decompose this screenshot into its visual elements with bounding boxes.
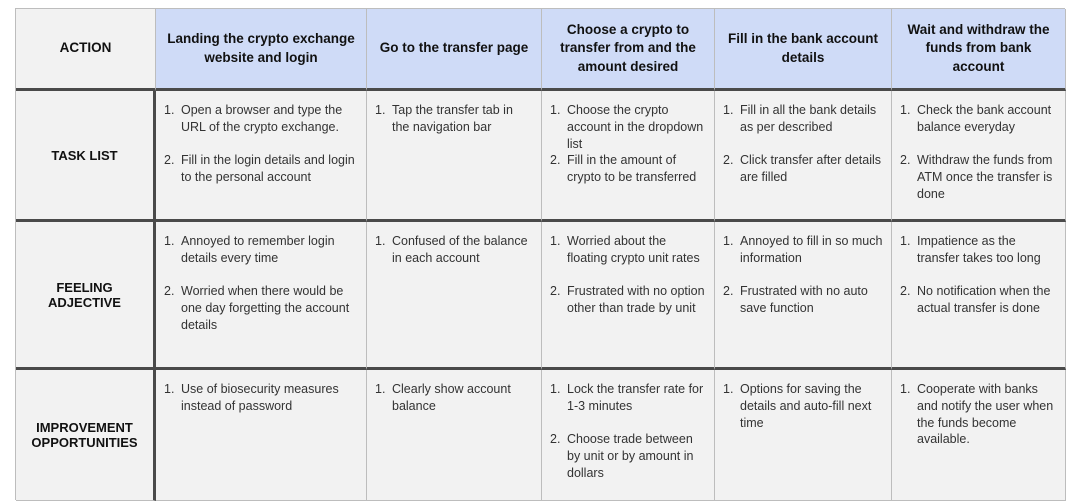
table-cell [892, 222, 1066, 370]
table-cell [542, 91, 715, 222]
action-header: ACTION [16, 9, 156, 91]
list-item: 1. Confused of the balance in each account [375, 234, 528, 265]
list-item: 1. Use of biosecurity measures instead of password [164, 382, 339, 413]
row-label-improvement-opportunities: IMPROVEMENT OPPORTUNITIES [16, 370, 156, 501]
list-item: 2. Fill in the amount of crypto to be transferred [550, 153, 697, 185]
list-item: 1. Clearly show account balance [375, 382, 511, 413]
list-item: 1. Check the bank account balance everyday [900, 103, 1052, 134]
table-cell [367, 222, 542, 370]
list-item: 1. Annoyed to fill in so much information [723, 234, 883, 265]
list-item: 1. Choose the crypto account in the dropdown list [550, 103, 704, 151]
row-label-feeling-adjective: FEELING ADJECTIVE [16, 222, 156, 370]
stage-header: Fill in the bank account details [715, 9, 892, 91]
list-item: 1. Worried about the floating crypto unit rates [550, 234, 700, 265]
list-item: 2. Choose trade between by unit or by amount in dollars [550, 432, 694, 480]
table-cell [892, 91, 1066, 222]
list-item: 1. Impatience as the transfer takes too long [900, 234, 1041, 265]
list-item: 1. Options for saving the details and auto-fill next time [723, 382, 872, 430]
list-item: 1. Annoyed to remember login details every time [164, 234, 335, 265]
list-item: 1. Tap the transfer tab in the navigation bar [375, 103, 513, 134]
table-cell [367, 91, 542, 222]
table-cell [156, 91, 367, 222]
stage-header: Wait and withdraw the funds from bank account [892, 9, 1066, 91]
row-label-task-list: TASK LIST [16, 91, 156, 222]
stage-header: Choose a crypto to transfer from and the amount desired [542, 9, 715, 91]
list-item: 2. Withdraw the funds from ATM once the transfer is done [900, 153, 1053, 201]
list-item: 1. Open a browser and type the URL of the crypto exchange. [164, 103, 343, 134]
table-cell [367, 370, 542, 501]
list-item: 2. Fill in the login details and login to the personal account [164, 153, 355, 184]
customer-journey-table [15, 8, 1065, 500]
list-item: 1. Cooperate with banks and notify the user when the funds become available. [900, 382, 1054, 447]
list-item: 1. Fill in all the bank details as per described [723, 103, 877, 134]
table-cell [715, 370, 892, 501]
table-cell [715, 222, 892, 370]
list-item: 2. No notification when the actual transfer is done [900, 284, 1051, 315]
table-cell [892, 370, 1066, 501]
table-cell [156, 222, 367, 370]
list-item: 2. Click transfer after details are filled [723, 153, 882, 184]
stage-header: Landing the crypto exchange website and login [156, 9, 367, 91]
list-item: 1. Lock the transfer rate for 1-3 minutes [550, 382, 704, 413]
table-cell [715, 91, 892, 222]
stage-header: Go to the transfer page [367, 9, 542, 91]
table-cell [542, 222, 715, 370]
list-item: 2. Worried when there would be one day forgetting the account details [164, 284, 350, 332]
list-item: 2. Frustrated with no option other than trade by unit [550, 284, 705, 315]
list-item: 2. Frustrated with no auto save function [723, 284, 868, 315]
table-cell [542, 370, 715, 501]
table-cell [156, 370, 367, 501]
